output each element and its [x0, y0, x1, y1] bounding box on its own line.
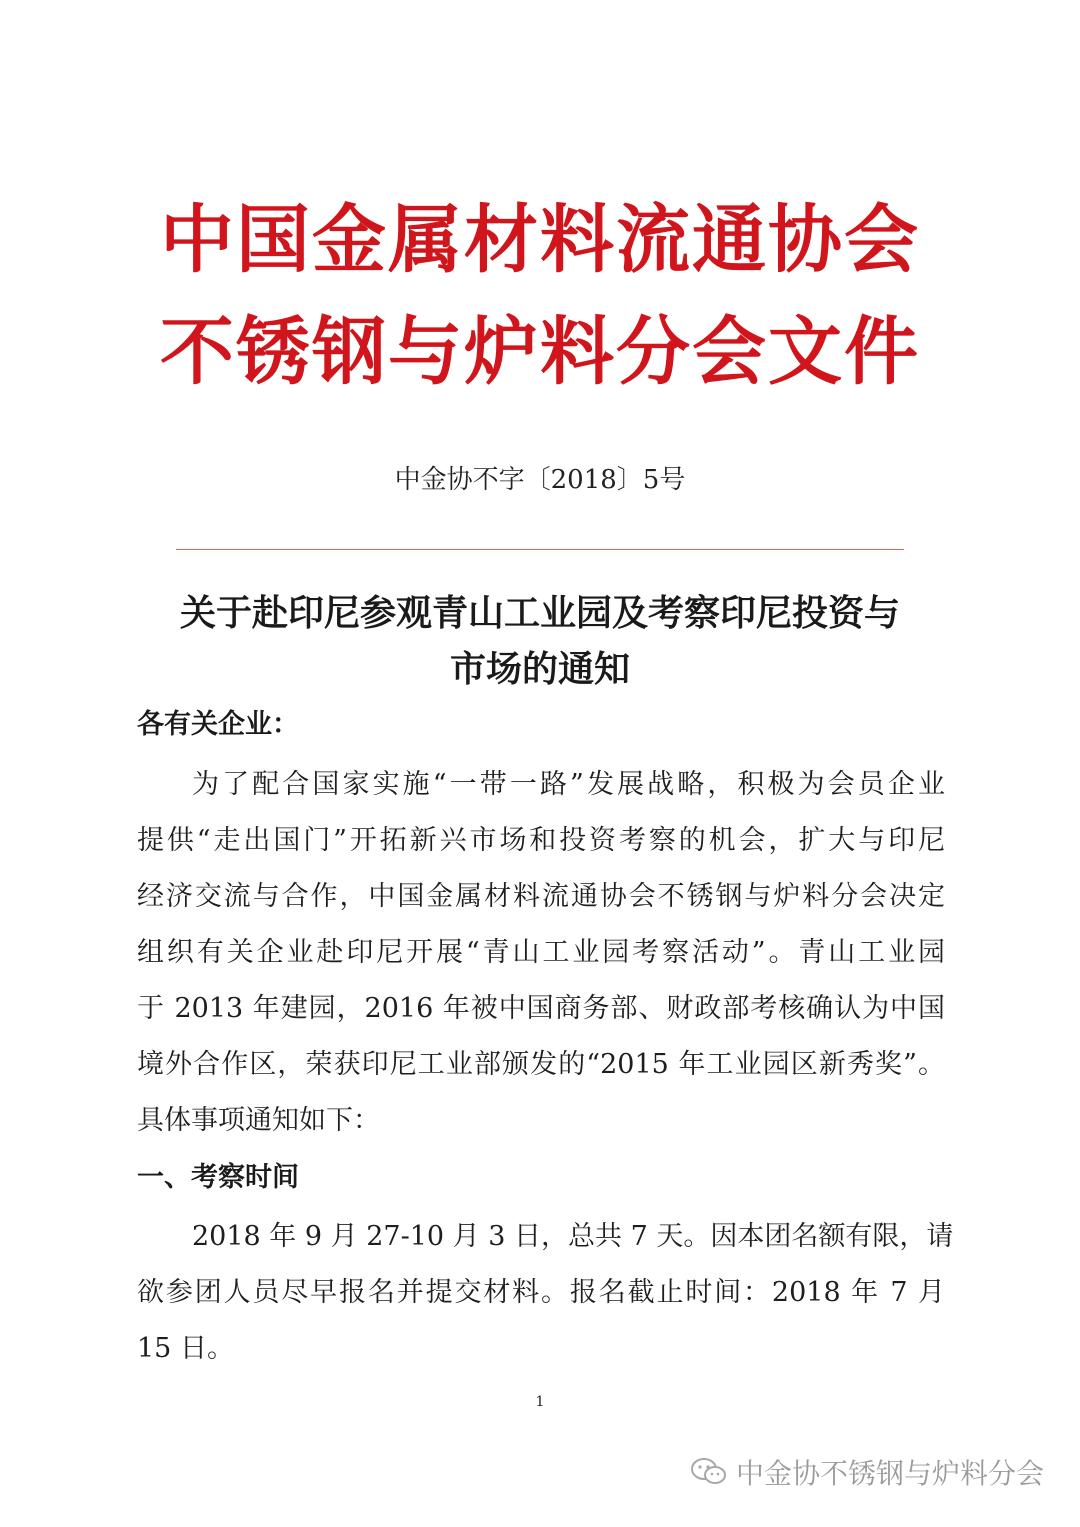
- notice-title-line-1: 关于赴印尼参观青山工业园及考察印尼投资与: [179, 593, 900, 634]
- paragraph-line: 组织有关企业赴印尼开展“青山工业园考察活动”。青山工业园: [137, 937, 945, 968]
- letterhead-line-2: 不锈钢与炉料分会文件: [160, 309, 920, 395]
- notice-title-line-2: 市场的通知: [449, 649, 630, 690]
- paragraph-line: 提供“走出国门”开拓新兴市场和投资考察的机会，扩大与印尼: [137, 825, 945, 856]
- red-divider: [176, 549, 904, 550]
- section-heading: 一、考察时间: [137, 1162, 299, 1193]
- paragraph-line: 于 2013 年建园，2016 年被中国商务部、财政部考核确认为中国: [137, 993, 945, 1024]
- paragraph-line: 经济交流与合作，中国金属材料流通协会不锈钢与炉料分会决定: [137, 881, 945, 912]
- section-line: 欲参团人员尽早报名并提交材料。报名截止时间：2018 年 7 月: [137, 1277, 945, 1308]
- paragraph-line: 具体事项通知如下：: [137, 1105, 380, 1136]
- watermark: [690, 1452, 1044, 1492]
- paragraph-line: 境外合作区，荣获印尼工业部颁发的“2015 年工业园区新秀奖”。: [137, 1049, 945, 1080]
- paragraph-line: 为了配合国家实施“一带一路”发展战略，积极为会员企业: [192, 769, 945, 800]
- wechat-icon: [690, 1456, 728, 1488]
- section-line: 2018 年 9 月 27-10 月 3 日，总共 7 天。因本团名额有限，请: [192, 1221, 954, 1252]
- document-number: 中金协不字〔2018〕5号: [394, 465, 686, 495]
- section-line: 15 日。: [137, 1333, 234, 1364]
- letterhead-line-1: 中国金属材料流通协会: [160, 197, 920, 283]
- watermark-text: 中金协不锈钢与炉料分会: [735, 1457, 1044, 1490]
- salutation: 各有关企业：: [137, 709, 299, 740]
- page-number: 1: [535, 1394, 545, 1410]
